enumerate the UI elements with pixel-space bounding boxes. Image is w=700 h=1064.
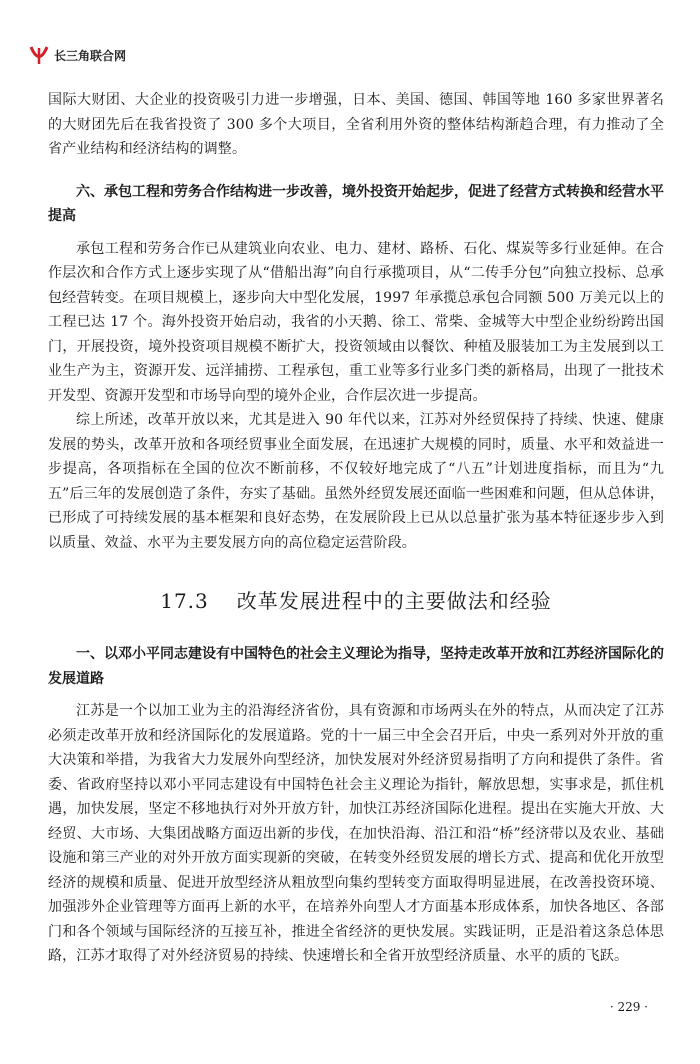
page-number: · 229 ·	[609, 1000, 648, 1014]
chapter-title-text: 改革发展进程中的主要做法和经验	[236, 589, 552, 613]
body-paragraph: 综上所述，改革开放以来，尤其是进入 90 年代以来，江苏对外经贸保持了持续、快速、健康发展的势头，改革开放和各项经贸事业全面发展，在迅速扩大规模的同时，质量、水平和效益进一步提高，各项指标在全国的位次不断前移，不仅较好地完成了“八五”计划进度指标，而且为“九五”后三年的发展创造了条件，夯实了基础。虽然外经贸发展还面临一些困难和问题，但从总体讲，已形成了可持续发展的基本框架和良好态势，在发展阶段上已从以总量扩张为基本特征逐步步入到以质量、效益、水平为主要发展方向的高位稳定运营阶段。	[48, 412, 664, 551]
site-header	[28, 44, 126, 66]
intro-paragraph: 国际大财团、大企业的投资吸引力进一步增强，日本、美国、德国、韩国等地 160 多家世界著名的大财团先后在我省投资了 300 多个大项目，全省利用外资的整体结构渐趋合理，有力推动了全省产业结构和经济结构的调整。	[48, 92, 664, 157]
section-heading-6: 六、承包工程和劳务合作结构进一步改善，境外投资开始起步，促进了经营方式转换和经营水平提高	[48, 183, 664, 224]
chapter-title	[48, 585, 664, 614]
body-paragraph: 承包工程和劳务合作已从建筑业向农业、电力、建材、路桥、石化、煤炭等多行业延伸。在合作层次和合作方式上逐步实现了从“借船出海”向自行承揽项目，从“二传手分包”向独立投标、总承包经营转变。在项目规模上，逐步向大中型化发展，1997 年承揽总承包合同额 500 万美元以上的工程已达 17 个。海外投资开始启动，我省的小天鹅、徐工、常柴、金城等大中型企业纷纷跨出国门，开展投资，境外投资项目规模不断扩大，投资领域由以餐饮、种植及服装加工为主发展到以工业生产为主，资源开发、远洋捕捞、工程承包，重工业等多行业多门类的新格局，出现了一批技术开发型、资源开发型和市场导向型的境外企业，合作层次进一步提高。	[48, 240, 664, 404]
chapter-number: 17.3	[160, 589, 209, 613]
site-name: 长三角联合网	[54, 48, 127, 63]
body-paragraph: 江苏是一个以加工业为主的沿海经济省份，具有资源和市场两头在外的特点，从而决定了江苏必须走改革开放和经济国际化的发展道路。党的十一届三中全会召开后，中央一系列对外开放的重大决策和举措，为我省大力发展外向型经济，加快发展对外经济贸易指明了方向和提供了条件。省委、省政府坚持以邓小平同志建设有中国特色社会主义理论为指针，解放思想，实事求是，抓住机遇，加快发展，坚定不移地执行对外开放方针，加快江苏经济国际化进程。提出在实施大开放、大经贸、大市场、大集团战略方面迈出新的步伐，在加快沿海、沿江和沿“桥”经济带以及农业、基础设施和第三产业的对外开放方面实现新的突破，在转变外经贸发展的增长方式、提高和优化开放型经济的规模和质量、促进开放型经济从粗放型向集约型转变方面取得明显进展，在改善投资环境、加强涉外企业管理等方面再上新的水平，在培养外向型人才方面基本形成体系，加快各地区、各部门和各个领域与国际经济的互接互补，推进全省经济的更快发展。实践证明，正是沿着这条总体思路，江苏才取得了对外经济贸易的持续、快速增长和全省开放型经济质量、水平的质的飞跃。	[48, 703, 664, 964]
section-heading-1: 一、以邓小平同志建设有中国特色的社会主义理论为指导，坚持走改革开放和江苏经济国际化的发展道路	[48, 646, 664, 687]
page-body	[48, 88, 664, 969]
site-logo-icon	[28, 44, 50, 66]
